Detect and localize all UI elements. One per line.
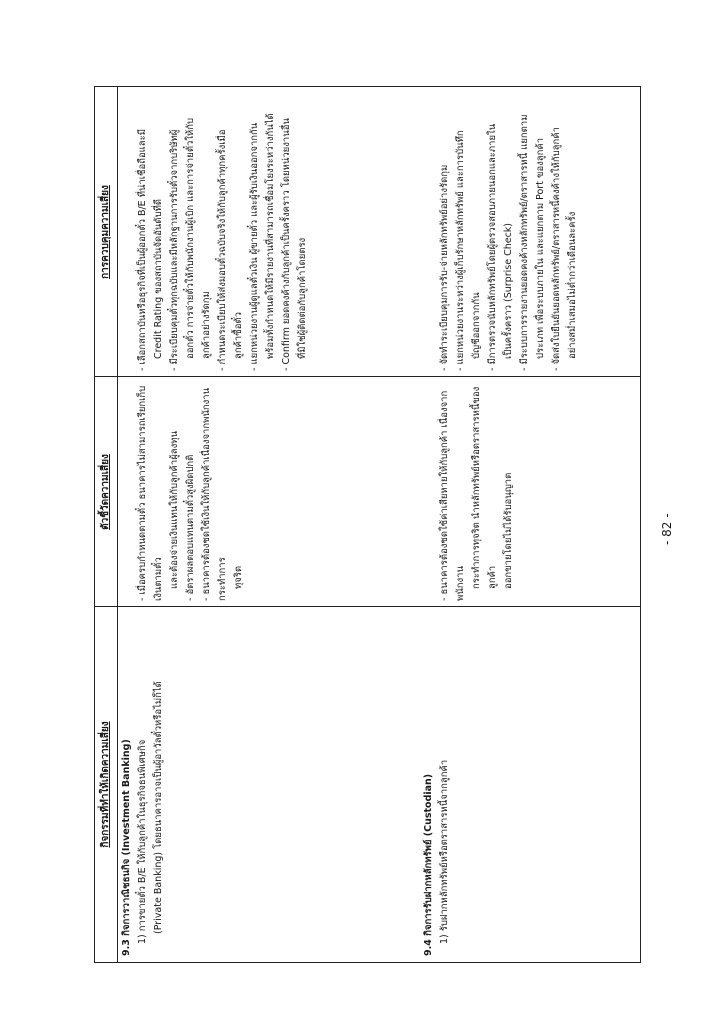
control-item: - Confirm ยอดคงค้างกับลูกค้าเป็นครั้งคราว โดยหน่วยงานอื่น: [281, 118, 292, 371]
header-activity: กิจกรรมที่ทำให้เกิดความเสี่ยง: [100, 721, 111, 848]
section-title: 9.4 กิจการรับฝากหลักทรัพย์ (Custodian): [423, 773, 434, 956]
indicator-item: - ธนาคารต้องชดใช้เงินให้กับลูกค้าเนื่องจากพนักงานกระทำการ: [201, 387, 228, 601]
indicator-cell-94: [437, 381, 517, 601]
column-divider: [95, 606, 640, 607]
activity-item: 1) รับฝากหลักทรัพย์หรือตราสารหนี้จากลูกค้า: [439, 759, 450, 944]
header-divider: [117, 87, 118, 962]
control-item-cont: ที่มิใช่ผู้ติดต่อกับลูกค้าโดยตรง: [297, 237, 308, 359]
control-item: - แยกหน่วยงานระหว่างผู้เก็บรักษาหลักทรัพย์ และการบันทึก: [455, 130, 466, 371]
control-item: - จัดส่งใบยืนยันยอดหลักทรัพย์/ตราสารหนี้คงค้างให้กับลูกค้า: [551, 127, 562, 371]
indicator-item-cont: และต้องจ่ายเงินแทนให้กับลูกค้าผู้ลงทุน: [169, 430, 180, 589]
indicator-item: - อัตราผลตอบแทนตามตั๋วสูงผิดปกติ: [185, 454, 196, 601]
activity-item: 1) การขายตั๋ว B/E ให้กับลูกค้าในธุรกิจธนพิเศษกิจ: [137, 739, 148, 944]
indicator-item: - เมื่อครบกำหนดตามตั๋ว ธนาคารไม่สามารถเรียกเก็บเงินตามตั๋ว: [137, 385, 164, 601]
control-cell-94: [437, 91, 581, 371]
section-title: 9.3 กิจการวาณิชธนกิจ (Investment Banking): [121, 739, 132, 956]
control-item-cont: ประเภท เพื่อระบบภายใน และแยกตาม Port ของลูกค้า: [535, 137, 546, 359]
control-item-cont: ลูกค้าอย่างรัดกุม: [201, 291, 212, 359]
indicator-item-cont: ทุจริต: [233, 565, 244, 589]
control-item: - มีระเบียบคุมตั๋วทุกฉบับและมีหลักฐานการรับตั๋วจากบริษัทผู้: [169, 129, 180, 371]
control-cell-93: [135, 91, 311, 371]
control-item-cont: Credit Rating ของสถาบันจัดอันดับที่ดี: [153, 198, 164, 359]
control-item: - จัดทำระเบียบคุมการรับ-จ่ายหลักทรัพย์อย่างรัดกุม: [439, 164, 450, 371]
control-item: - มีระบบการรายงานยอดคงค้างหลักทรัพย์/ตราสารหนี้ แยกตาม: [519, 114, 530, 371]
activity-item-cont: (Private Banking) โดยธนาคารอาจเป็นผู้อาวัลตั๋วหรือไม่ก็ได้: [153, 681, 164, 934]
control-item: - กำหนดระเบียบให้ส่งมอบตั๋วฉบับจริงให้กับลูกค้าทุกครั้งเมื่อ: [217, 129, 228, 371]
indicator-item: - ธนาคารต้องชดใช้ค่าเสียหายให้กับลูกค้า เนื่องจากพนักงาน: [439, 390, 466, 601]
activity-cell-93: [119, 611, 167, 956]
indicator-item-cont: ออกขายโดยไม่ได้รับอนุญาต: [503, 472, 514, 589]
indicator-cell-93: [135, 381, 247, 601]
activity-cell-94: [421, 611, 453, 956]
control-item-cont: เป็นครั้งคราว (Surprise Check): [503, 223, 514, 359]
control-item-cont: พร้อมทั้งกำหนดให้มีรายงานที่สามารถเชื่อมโยงระหว่างกันได้: [265, 113, 276, 359]
header-indicator: ตัวชี้วัดความเสี่ยง: [100, 454, 111, 530]
column-divider: [95, 376, 640, 377]
control-item-cont: ออกตั๋ว การจ่ายตั๋วให้กับพนักงานผู้เบิก และการจ่ายตั๋วให้กับ: [185, 117, 196, 359]
control-item-cont: ลูกค้าซื้อตั๋ว: [233, 312, 244, 359]
indicator-item-cont: กระทำการทุจริต นำหลักทรัพย์หรือตราสารหนี้ของลูกค้า: [471, 386, 498, 589]
control-item-cont: อย่างสม่ำเสมอไม่ต่ำกว่าเดือนละครั้ง: [567, 211, 578, 359]
risk-table: [94, 86, 641, 963]
control-item: - มีการตรวจนับหลักทรัพย์โดยผู้ตรวจสอบภายนอกและภายใน: [487, 123, 498, 371]
control-item-cont: บัญชีออกจากกัน: [471, 292, 482, 359]
control-item: - แยกหน่วยงานผู้ดูแลตั๋วเงิน ผู้ขายตั๋ว และผู้รับเงินออกจากกัน: [249, 122, 260, 371]
page-number: - 82 -: [660, 513, 674, 545]
header-control: การควบคุมความเสี่ยง: [100, 185, 111, 279]
control-item: - เลือกสถาบันหรือธุรกิจที่เป็นผู้ออกตั๋ว B/E ที่น่าเชื่อถือและมี: [137, 129, 148, 371]
